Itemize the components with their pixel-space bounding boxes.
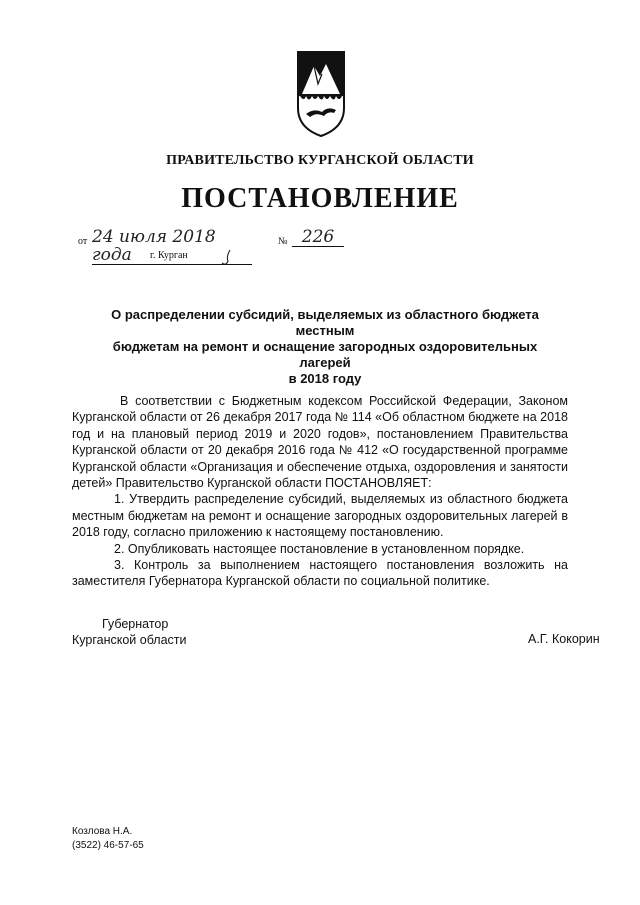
kurgan-coat-of-arms-icon [296,50,346,138]
resolution-item-1: 1. Утвердить распределение субсидий, выделяемых из областного бюджета местным бюджетам на ремонт и оснащение загородных оздоровительных лагерей в 2018 году, согласно приложению к настоящему постановлению. [72,492,568,540]
handwritten-date: 24 июля 2018 года [92,228,252,265]
position-line: Курганской области [72,633,187,647]
handwritten-number: 226 [292,228,344,247]
government-name: ПРАВИТЕЛЬСТВО КУРГАНСКОЙ ОБЛАСТИ [166,153,474,168]
document-body [72,393,568,590]
dateline [78,227,378,270]
resolution-item-2: 2. Опубликовать настоящее постановление в установленном порядке. [114,541,525,556]
date-prefix: от [78,236,88,247]
executor-name: Козлова Н.А. [72,826,133,837]
executor-info [72,825,144,853]
subject-line: в 2018 году [288,371,362,386]
signatory-position [72,616,187,648]
number-prefix: № [278,236,288,247]
document-title: ПОСТАНОВЛЕНИЕ [181,183,459,214]
preamble-paragraph: В соответствии с Бюджетным кодексом Российской Федерации, Законом Курганской области от 26 декабря 2017 года № 114 «Об областном бюджете на 2018 год и на плановый период 2019 и 2020 годов», постановлением Правительства Курганской области от 20 декабря 2016 года № 412 «О государственной программе Курганской области «Организация и обеспечение отдыха, оздоровления и занятости детей» Правительство Курганской области ПОСТАНОВЛЯЕТ: [72,394,568,491]
resolution-item-3: 3. Контроль за выполнением настоящего постановления возложить на заместителя Губернатора Курганской области по социальной политике. [72,558,568,589]
subject-line: бюджетам на ремонт и оснащение загородных оздоровительных лагерей [112,339,538,370]
position-line: Губернатор [102,617,169,631]
signatory-name: А.Г. Кокорин [528,632,600,646]
handwritten-mark-icon [220,249,234,267]
executor-phone: (3522) 46-57-65 [72,840,144,851]
subject-line: О распределении субсидий, выделяемых из областного бюджета местным [111,307,539,338]
document-subject [90,307,560,387]
city-label: г. Курган [150,250,188,261]
